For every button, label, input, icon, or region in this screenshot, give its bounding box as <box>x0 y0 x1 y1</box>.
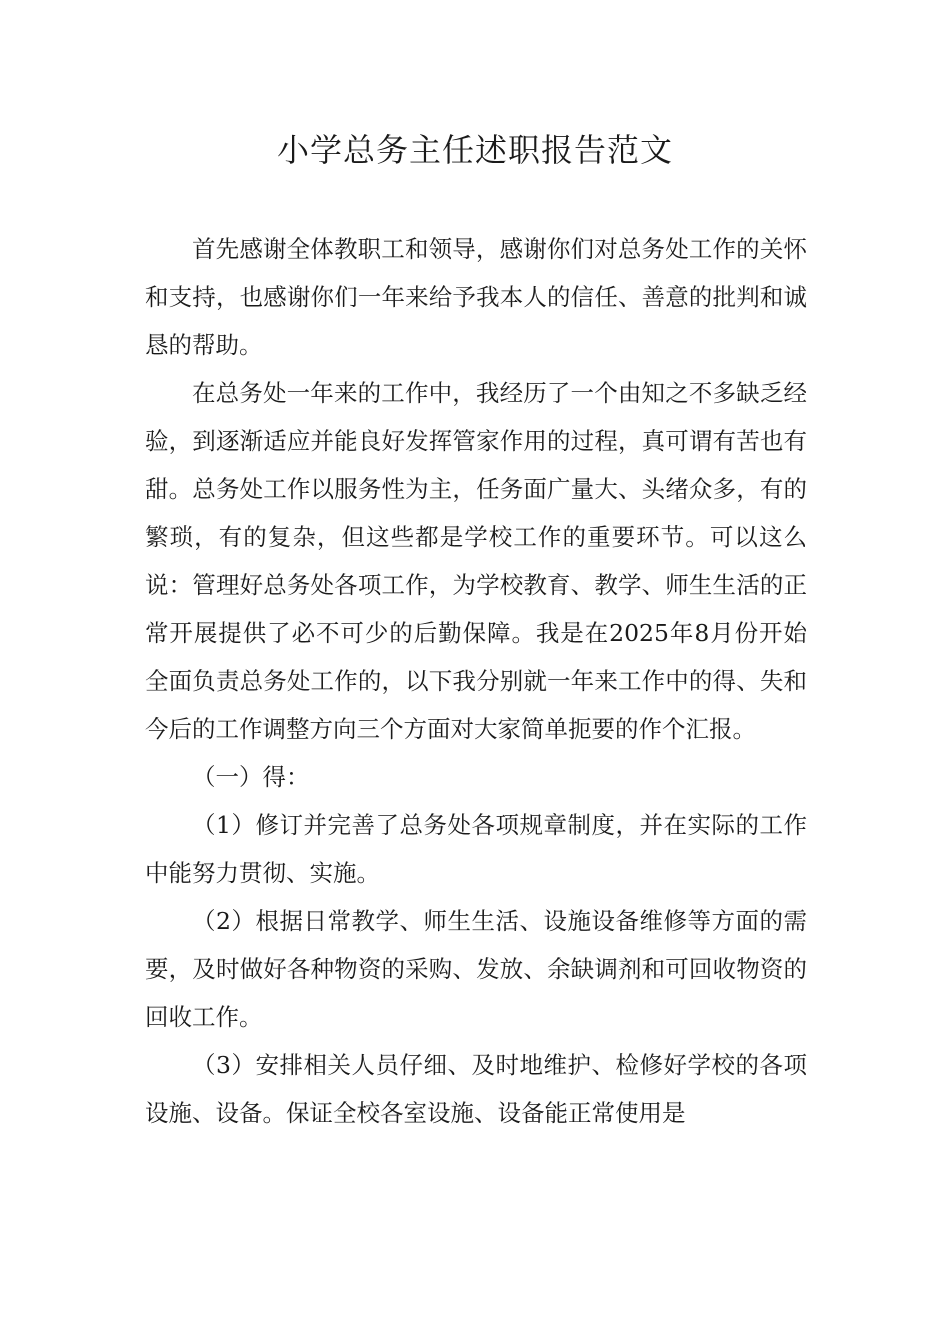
list-item-2: （2）根据日常教学、师生生活、设施设备维修等方面的需要，及时做好各种物资的采购、发放、余缺调剂和可回收物资的回收工作。 <box>145 907 807 1031</box>
paragraph-overview: 在总务处一年来的工作中，我经历了一个由知之不多缺乏经验，到逐渐适应并能良好发挥管家作用的过程，真可谓有苦也有甜。总务处工作以服务性为主，任务面广量大、头绪众多，有的繁琐，有的复杂，但这些都是学校工作的重要环节。可以这么说：管理好总务处各项工作，为学校教育、教学、师生生活的正常开展提供了必不可少的后勤保障。我是在2025年8月份开始全面负责总务处工作的，以下我分别就一年来工作中的得、失和今后的工作调整方向三个方面对大家简单扼要的作个汇报。 <box>145 379 807 743</box>
section-heading-gains: （一）得： <box>192 763 310 791</box>
list-item-3: （3）安排相关人员仔细、及时地维护、检修好学校的各项设施、设备。保证全校各室设施、设备能正常使用是 <box>145 1051 807 1127</box>
document-body <box>145 225 807 1137</box>
paragraph-intro: 首先感谢全体教职工和领导，感谢你们对总务处工作的关怀和支持，也感谢你们一年来给予我本人的信任、善意的批判和诚恳的帮助。 <box>145 235 807 359</box>
document-title: 小学总务主任述职报告范文 <box>276 131 673 169</box>
list-item-1: （1）修订并完善了总务处各项规章制度，并在实际的工作中能努力贯彻、实施。 <box>145 811 807 887</box>
